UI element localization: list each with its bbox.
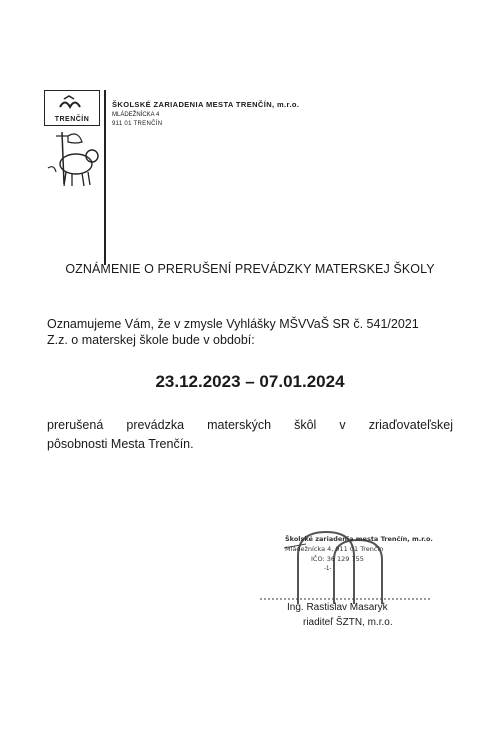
closure-date-range: 23.12.2023 – 07.01.2024 bbox=[155, 372, 345, 391]
trencin-emblem-icon bbox=[46, 93, 99, 113]
lamb-emblem-icon bbox=[42, 128, 104, 194]
logo-text: TRENČÍN bbox=[54, 116, 90, 123]
notice-title: OZNÁMENIE O PRERUŠENÍ PREVÁDZKY MATERSKEJ ŠKOLY bbox=[65, 262, 435, 276]
stamp-line-2: Mládežnícka 4, 911 01 Trenčín bbox=[285, 545, 384, 553]
signatory-name: Ing. Rastislav Masaryk bbox=[287, 602, 388, 613]
organization-city: 911 01 TRENČÍN bbox=[112, 121, 163, 127]
stamp-number: -1- bbox=[324, 566, 332, 572]
header-divider bbox=[104, 90, 106, 265]
signatory-title: riaditeľ ŠZTN, m.r.o. bbox=[303, 617, 393, 628]
stamp-line-1: Školské zariadenia mesta Trenčín, m.r.o. bbox=[285, 535, 433, 543]
stamp-line-3: IČO: 36 129 755 bbox=[311, 555, 364, 563]
paragraph-1-line-2: Z.z. o materskej škole bude v období: bbox=[47, 333, 255, 347]
paragraph-2-line-2: pôsobnosti Mesta Trenčín. bbox=[47, 437, 194, 451]
signature-dotted-line bbox=[260, 598, 432, 600]
notice-paragraph-1 bbox=[47, 316, 419, 348]
official-stamp bbox=[285, 534, 433, 564]
paragraph-1-line-1: Oznamujeme Vám, že v zmysle Vyhlášky MŠVVaŠ SR č. 541/2021 bbox=[47, 317, 419, 331]
organization-name: ŠKOLSKÉ ZARIADENIA MESTA TRENČÍN, m.r.o. bbox=[112, 100, 300, 109]
organization-street: MLÁDEŽNÍCKA 4 bbox=[112, 112, 160, 118]
paragraph-2-line-1: prerušená prevádzka materských škôl v zriaďovateľskej bbox=[47, 418, 453, 432]
